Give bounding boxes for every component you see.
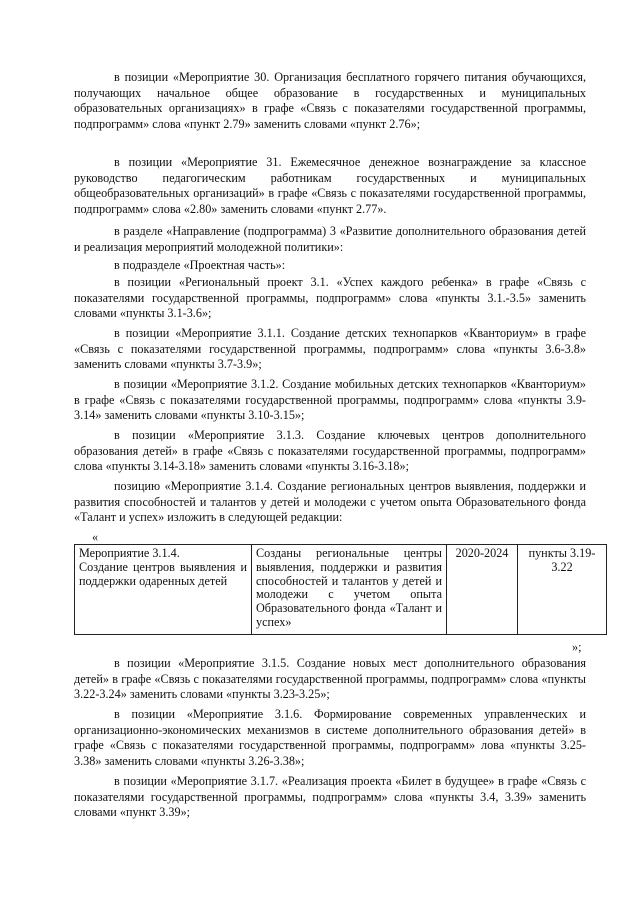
paragraph-measure-3-1-7: в позиции «Мероприятие 3.1.7. «Реализация проекта «Билет в будущее» в графе «Связь с показателями государственной программы, подпрограмм» слова «пункты 3.4, 3.39» заменить словами «пункт 3.39»; xyxy=(74,774,586,820)
paragraph-measure-3-1-3: в позиции «Мероприятие 3.1.3. Создание ключевых центров дополнительного образования детей» в графе «Связь с показателями государственной программы, подпрограмм» слова «пункты 3.14-3.18» заменить словами «пункты 3.16-3.18»; xyxy=(74,428,586,474)
paragraph-measure-3-1-6: в позиции «Мероприятие 3.1.6. Формирование современных управленческих и организационно-экономических механизмов в системе дополнительного образования детей» в графе «Связь с показателями государственной программы, подпрограмм» лова «пункты 3.25-3.38» заменить словами «пункты 3.26-3.38»; xyxy=(74,707,586,768)
paragraph-measure-3-1-4: позицию «Мероприятие 3.1.4. Создание региональных центров выявления, поддержки и развития способностей и талантов у детей и молодежи с учетом опыта Образовательного фонда «Талант и успех» изложить в следующей редакции: xyxy=(74,479,586,525)
paragraph-measure-30: в позиции «Мероприятие 30. Организация бесплатного горячего питания обучающихся, получающих начальное общее образование в государственных и муниципальных образовательных организациях» в графе «Связь с показателями государственной программы, подпрограмм» слова «пункт 2.79» заменить словами «пункт 2.76»; xyxy=(74,70,586,131)
table-cell-measure xyxy=(75,545,252,635)
table-cell-measure-title: Мероприятие 3.1.4. xyxy=(79,546,180,560)
table-cell-result: Созданы региональные центры выявления, поддержки и развития способностей и талантов у детей и молодежи с учетом опыта Образовательного фонда «Талант и успех» xyxy=(252,545,447,635)
table-cell-period: 2020-2024 xyxy=(447,545,518,635)
paragraph-measure-3-1-2: в позиции «Мероприятие 3.1.2. Создание мобильных детских технопарков «Кванториум» в графе «Связь с показателями государственной программы, подпрограмм» слова «пункты 3.9-3.14» заменить словами «пункты 3.10-3.15»; xyxy=(74,377,586,423)
quote-open: « xyxy=(92,530,99,544)
paragraph-measure-31: в позиции «Мероприятие 31. Ежемесячное денежное вознаграждение за классное руководство педагогическим работникам государственных и муниципальных общеобразовательных организаций» в графе «Связь с показателями государственной программы, подпрограмм» слова «2.80» заменить словами «пункт 2.77». xyxy=(74,155,586,216)
paragraph-section-3: в разделе «Направление (подпрограмма) 3 «Развитие дополнительного образования детей и реализация мероприятий молодежной политики»: xyxy=(74,224,586,254)
paragraph-regional-project-3-1: в позиции «Региональный проект 3.1. «Успех каждого ребенка» в графе «Связь с показателями государственной программы, подпрограмм» слова «пункты 3.1.-3.5» заменить словами «пункты 3.1-3.6»; xyxy=(74,275,586,321)
table-cell-indicators: пункты 3.19-3.22 xyxy=(518,545,607,635)
quote-close: »; xyxy=(572,640,582,654)
table-cell-measure-desc: Создание центров выявления и поддержки одаренных детей xyxy=(79,559,247,588)
paragraph-subsection-project: в подразделе «Проектная часть»: xyxy=(114,258,286,272)
measure-table xyxy=(74,544,607,635)
paragraph-measure-3-1-1: в позиции «Мероприятие 3.1.1. Создание детских технопарков «Кванториум» в графе «Связь с показателями государственной программы, подпрограмм» слова «пункты 3.6-3.8» заменить словами «пункты 3.7-3.9»; xyxy=(74,326,586,372)
table-row xyxy=(75,545,607,635)
paragraph-measure-3-1-5: в позиции «Мероприятие 3.1.5. Создание новых мест дополнительного образования детей» в графе «Связь с показателями государственной программы, подпрограмм» слова «пункты 3.22-3.24» заменить словами «пункты 3.23-3.25»; xyxy=(74,656,586,702)
